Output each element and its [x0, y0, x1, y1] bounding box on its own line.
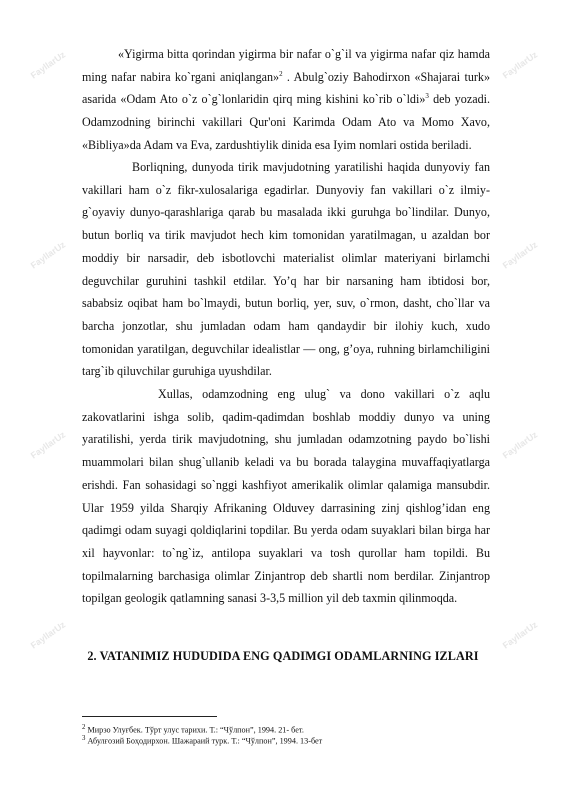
paragraph-1	[82, 43, 490, 157]
paragraph-1-text-2: . Abulg`oziy Bahodirxon «Shajarai turk» asarida «Odam Ato o`z o`g`lonlaridin qirq ming kishini ko`rib o`ldi»	[82, 69, 490, 107]
paragraph-3: Xullas, odamzodning eng ulug` va dono vakillari o`z aqlu zakovatlarini ishga solib, qadim-qadimdan boshlab moddiy dunyo va uning yaratilishi, yerda tirik mavjudotning, shu jumladan odamzotning paydo bo`lishi muammolari bilan shug`ullanib keladi va bu borada talaygina muvaffaqiyatlarga erishdi. Fan sohasidagi so`nggi kashfiyot amerikalik olimlar qalamiga mansubdir. Ular 1959 yilda Sharqiy Afrikaning Olduvey darrasining zinj qishlog’idan eng qadimgi odam suyagi qoldiqlarini topdilar. Bu yerda odam suyaklari bilan birga har xil hayvonlar: to`ng`iz, antilopa suyaklari va tosh qurollar ham topildi. Bu topilmalarning barchasiga olimlar Zinjantrop deb shartli nom berdilar. Zinjantrop topilgan geologik qatlamning sanasi 3-3,5 million yil deb taxmin qilinmoqda.	[82, 387, 490, 606]
watermark: FayllarUz	[28, 239, 68, 271]
watermark: FayllarUz	[500, 619, 540, 651]
footnote-3	[82, 734, 322, 747]
footnote-ref-2: 2	[279, 69, 283, 78]
footnote-number: 2	[82, 724, 86, 731]
footnote-text: Мирзо Улуғбек. Тўрт улус тарихи. Т.: “Чўлпон”, 1994. 21- бет.	[85, 725, 304, 735]
section-heading: 2. VATANIMIZ HUDUDIDA ENG QADIMGI ODAMLARNING IZLARI	[87, 649, 479, 663]
watermark: FayllarUz	[500, 239, 540, 271]
paragraph-1-text-3: deb yozadi. Odamzodning birinchi vakillari Qur'oni Karimda Odam Ato va Momo Xavo, «Bibliya»da Adam va Eva, zardushtiylik dinida esa Iyim nomlari ostida beriladi.	[82, 92, 490, 152]
paragraph-1-text: «Yigirma bitta qorindan yigirma bir nafar o`g`il va yigirma nafar qiz hamda ming nafar nabira ko`rgani aniqlangan»	[82, 47, 490, 84]
watermark: FayllarUz	[28, 49, 68, 81]
watermark: FayllarUz	[28, 619, 68, 651]
footnote-number: 3	[82, 735, 86, 742]
watermark: FayllarUz	[28, 429, 68, 461]
watermark: FayllarUz	[500, 429, 540, 461]
footnote-ref-3: 3	[425, 92, 429, 101]
footnote-separator	[82, 716, 217, 717]
watermark: FayllarUz	[500, 49, 540, 81]
paragraph-2: Borliqning, dunyoda tirik mavjudotning yaratilishi haqida dunyoviy fan vakillari ham o`z fikr-xulosalariga egadirlar. Dunyoviy fan vakillari o`z ilmiy-g`oyaviy dunyo-qarashlariga qarab bu masalada ikki guruhga bo`lindilar. Dunyo, butun borliq va tirik mavjudot hech kim tomonidan yaratilmagan, u azaldan bor moddiy bir narsadir, deb isbotlovchi materialist olimlar materiyani birlamchi deguvchilar guruhini tashkil etdilar. Yo’q har bir narsaning ham ibtidosi bor, sababsiz oqibat ham bo`lmaydi, butun borliq, yer, suv, o`rmon, dasht, cho`llar va barcha jonzotlar, shu jumladan odam ham qandaydir bir ilohiy kuch, xudo tomonidan yaratilgan, deguvchilar idealistlar — ong, g’oya, ruhning birlamchiligini targ`ib qiluvchilar guruhiga uyushdilar.	[82, 160, 490, 379]
footnote-text: Абулғозий Боҳодирхон. Шажараий турк. Т.: “Чўлпон”, 1994. 13-бет	[85, 736, 323, 746]
